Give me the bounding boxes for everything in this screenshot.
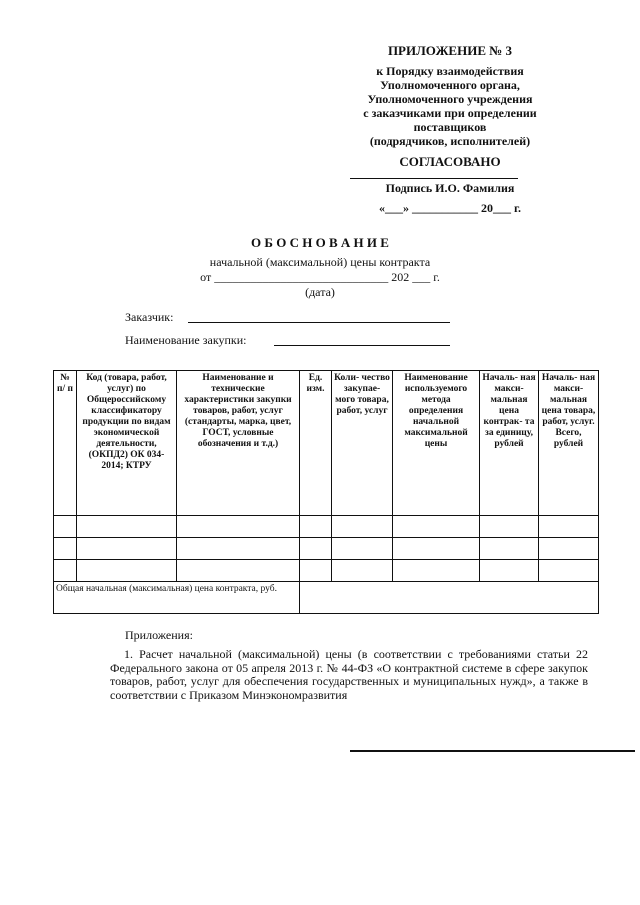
- header-cell: Началь- ная макси- мальная цена товара, работ, услуг. Всего, рублей: [539, 371, 599, 516]
- purchase-field-line[interactable]: [274, 345, 450, 346]
- header-cell: № п/ п: [54, 371, 77, 516]
- appendix-header: [320, 44, 580, 148]
- document-title: О Б О С Н О В А Н И Е: [251, 235, 389, 250]
- document-date-caption: (дата): [305, 285, 335, 299]
- table-cell[interactable]: [332, 560, 393, 582]
- approval-signature: Подпись И.О. Фамилия: [385, 181, 515, 195]
- table-cell[interactable]: [539, 560, 599, 582]
- table-cell[interactable]: [300, 560, 332, 582]
- appendix-line: к Порядку взаимодействия: [376, 64, 524, 78]
- header-cell: Наименование используемого метода определения начальной максимальной цены: [393, 371, 480, 516]
- appendix-line: поставщиков: [413, 120, 487, 134]
- signature-line: [350, 178, 518, 179]
- table-cell[interactable]: [539, 538, 599, 560]
- customer-field-line[interactable]: [188, 322, 450, 323]
- table-cell[interactable]: [177, 538, 300, 560]
- table-cell[interactable]: [177, 516, 300, 538]
- table-cell[interactable]: [480, 538, 539, 560]
- table-cell[interactable]: [393, 560, 480, 582]
- table-cell[interactable]: [332, 538, 393, 560]
- table-cell[interactable]: [332, 516, 393, 538]
- table-cell[interactable]: [480, 516, 539, 538]
- table-row[interactable]: [54, 516, 599, 538]
- header-cell: Код (товара, работ, услуг) по Общероссийскому классификатору продукции по видам экономической деятельности, (ОКПД2) ОК 034-2014; КТРУ: [77, 371, 177, 516]
- approval-date: «___» ___________ 20___ г.: [378, 201, 522, 215]
- table-cell[interactable]: [393, 538, 480, 560]
- table-cell[interactable]: [77, 538, 177, 560]
- appendix-line: Уполномоченного учреждения: [367, 92, 533, 106]
- table-cell[interactable]: [393, 516, 480, 538]
- table-cell[interactable]: [539, 516, 599, 538]
- page-divider: [350, 750, 635, 752]
- header-cell: Началь- ная макси- мальная цена контрак- та за единицу, рублей: [480, 371, 539, 516]
- justification-table: [53, 370, 599, 614]
- appendix-line: Уполномоченного органа,: [380, 78, 520, 92]
- table-total-row: [54, 582, 599, 614]
- appendix-line: (подрядчиков, исполнителей): [369, 134, 531, 148]
- customer-label: Заказчик:: [125, 310, 174, 324]
- header-cell: Коли- чество закупае- мого товара, работ, услуг: [332, 371, 393, 516]
- table-cell[interactable]: [480, 560, 539, 582]
- table-row[interactable]: [54, 560, 599, 582]
- table-cell[interactable]: [77, 560, 177, 582]
- table-cell[interactable]: [300, 516, 332, 538]
- table-cell[interactable]: [300, 538, 332, 560]
- document-subtitle: начальной (максимальной) цены контракта: [209, 255, 431, 269]
- table-cell[interactable]: [54, 538, 77, 560]
- total-label: Общая начальная (максимальная) цена контракта, руб.: [54, 582, 300, 614]
- document-from-line: от _____________________________ 202 ___ г.: [200, 270, 440, 284]
- attachments-item-1: 1. Расчет начальной (максимальной) цены (в соответствии с требованиями статьи 22 Федерального закона от 05 апреля 2013 г. № 44-ФЗ «О контрактной системе в сфере закупок товаров, работ, услуг для обеспечения государственных и муниципальных нужд», а также в соответствии с Приказом Минэкономразвития: [110, 647, 588, 702]
- attachments-label: Приложения:: [125, 628, 193, 642]
- appendix-line: с заказчиками при определении: [363, 106, 537, 120]
- table-cell[interactable]: [54, 560, 77, 582]
- total-value-cell[interactable]: [300, 582, 599, 614]
- table-cell[interactable]: [77, 516, 177, 538]
- appendix-title: ПРИЛОЖЕНИЕ № 3: [387, 43, 513, 58]
- table-header-row: [54, 371, 599, 516]
- header-cell: Ед. изм.: [300, 371, 332, 516]
- table-cell[interactable]: [177, 560, 300, 582]
- table-cell[interactable]: [54, 516, 77, 538]
- approval-agreed: СОГЛАСОВАНО: [399, 154, 501, 169]
- purchase-label: Наименование закупки:: [125, 333, 247, 347]
- header-cell: Наименование и технические характеристики закупки товаров, работ, услуг (стандарты, марка, цвет, ГОСТ, условные обозначения и т.д.): [177, 371, 300, 516]
- table-row[interactable]: [54, 538, 599, 560]
